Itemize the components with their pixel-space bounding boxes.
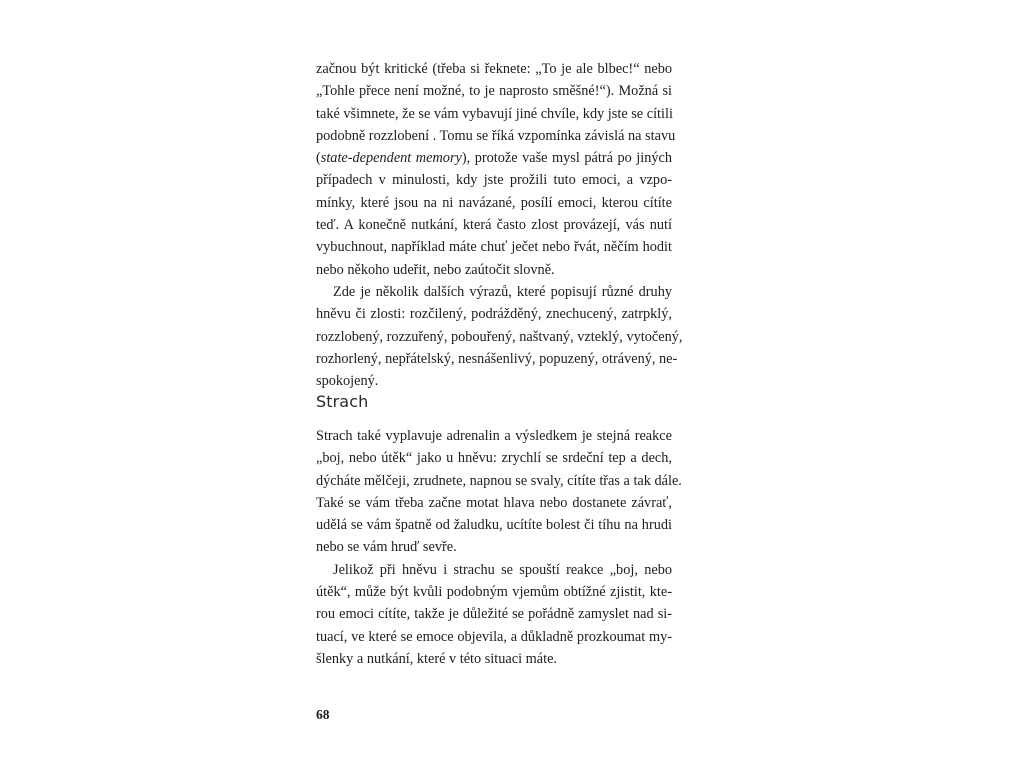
paragraph-line: hněvu či zlosti: rozčilený, podrážděný, znechucený, zatrpklý, (316, 306, 672, 323)
section-heading: Strach (316, 392, 369, 411)
paragraph-line: spokojený. (316, 373, 379, 390)
paragraph-line: útěk“, může být kvůli podobným vjemům obtížné zjistit, kte- (316, 584, 672, 601)
paragraph-line: vybuchnout, například máte chuť ječet nebo řvát, něčím hodit (316, 239, 672, 256)
paragraph-line: případech v minulosti, kdy jste prožili tuto emoci, a vzpo- (316, 172, 672, 189)
paragraph-line: nebo někoho udeřit, nebo zaútočit slovně. (316, 261, 555, 278)
paragraph-line: začnou být kritické (třeba si řeknete: „To je ale blbec!“ nebo (316, 61, 672, 77)
paragraph-line: teď. A konečně nutkání, která často zlost provázejí, vás nutí (316, 217, 672, 234)
paragraph-line: tuací, ve které se emoce objevila, a důkladně prozkoumat my- (316, 628, 672, 645)
paragraph-line: mínky, které jsou na ni navázané, posílí emoci, kterou cítíte (316, 194, 672, 211)
paragraph-line: rozhorlený, nepřátelský, nesnášenlivý, popuzený, otrávený, ne- (316, 350, 678, 367)
paragraph-line: rozzlobený, rozzuřený, pobouřený, naštvaný, vzteklý, vytočený, (316, 328, 683, 345)
paragraph-line: nebo se vám hruď sevře. (316, 539, 457, 556)
paragraph-line: Strach také vyplavuje adrenalin a výsledkem je stejná reakce (316, 428, 672, 444)
page-number: 68 (316, 707, 330, 722)
text-block-anger (316, 58, 683, 392)
paragraph-line: dýcháte mělčeji, zrudnete, napnou se svaly, cítíte třas a tak dále. (316, 472, 682, 489)
paragraph-line: „boj, nebo útěk“ jako u hněvu: zrychlí se srdeční tep a dech, (316, 450, 672, 467)
paragraph-line: udělá se vám špatně od žaludku, ucítíte bolest či tíhu na hrudi (316, 517, 672, 534)
paragraph-line: Jelikož při hněvu i strachu se spouští reakce „boj, nebo (333, 561, 672, 578)
paragraph-line: Zde je několik dalších výrazů, které popisují různé druhy (333, 283, 672, 300)
paragraph-line: rou emoci cítíte, takže je důležité se pořádně zamyslet nad si- (316, 606, 672, 623)
text-block-fear (316, 425, 682, 670)
paragraph-line: Také se vám třeba začne motat hlava nebo dostanete závrať, (316, 494, 672, 511)
paragraph-line: také všimnete, že se vám vybavují jiné chvíle, kdy jste se cítili (316, 105, 673, 122)
paragraph-line: (state-dependent memory), protože vaše mysl pátrá po jiných (316, 150, 672, 167)
paragraph-line: šlenky a nutkání, které v této situaci máte. (316, 650, 557, 667)
paragraph-line: „Tohle přece není možné, to je naprosto směšné!“). Možná si (316, 83, 672, 100)
paragraph-line: podobně rozzlobení . Tomu se říká vzpomínka závislá na stavu (316, 127, 676, 144)
